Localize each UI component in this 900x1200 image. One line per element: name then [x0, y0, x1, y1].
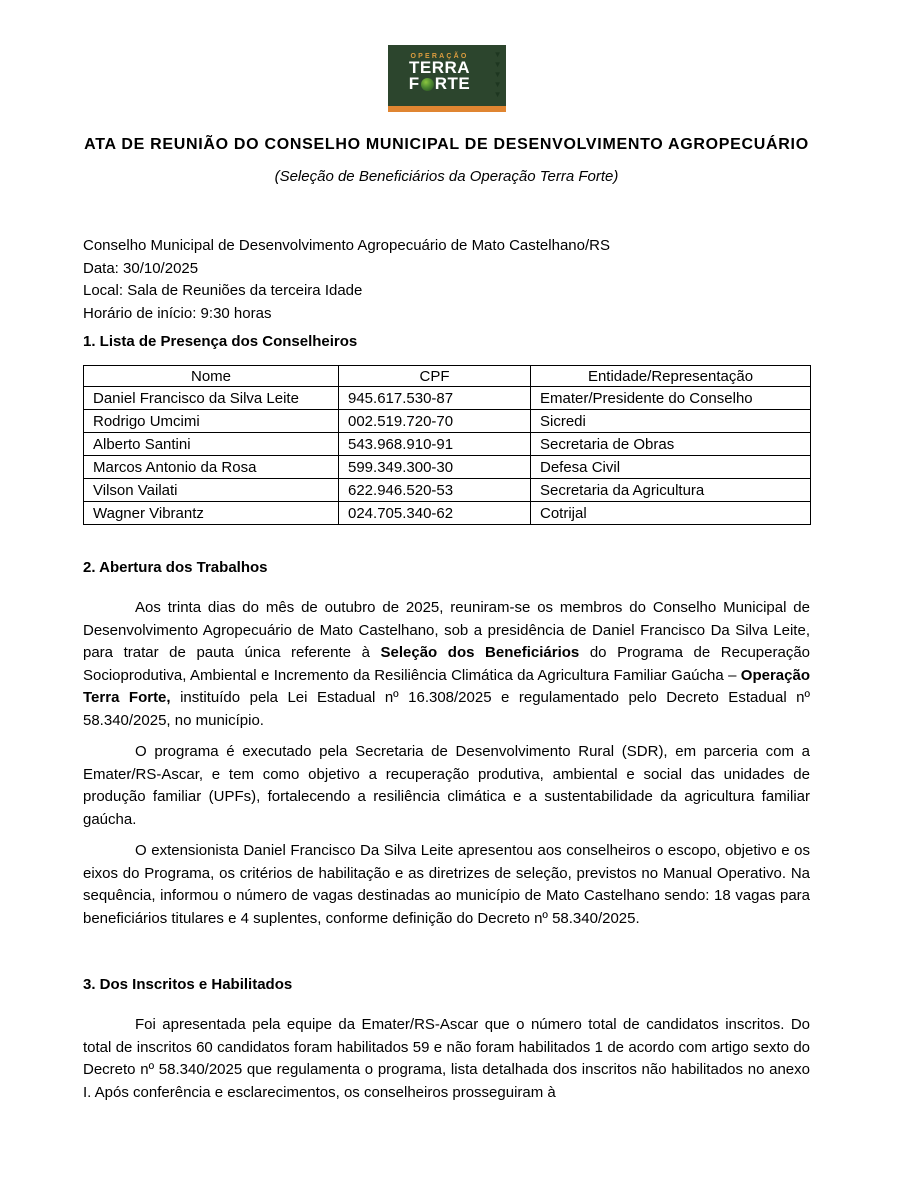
table-row — [84, 479, 811, 502]
table-cell: Daniel Francisco da Silva Leite — [84, 387, 339, 410]
logo-forte-rte: RTE — [434, 74, 471, 93]
paragraph: O extensionista Daniel Francisco Da Silva Leite apresentou aos conselheiros o escopo, objetivo e os eixos do Programa, os critérios de habilitação e as diretrizes de seleção, previstos no Manual Operativo. Na sequência, informou o número de vagas destinadas ao município de Mato Castelhano sendo: 18 vagas para beneficiários titulares e 4 suplentes, conforme definição do Decreto nº 58.340/2025. — [83, 842, 810, 927]
presence-table-body — [84, 387, 811, 525]
globe-icon — [421, 78, 434, 91]
table-cell: 543.968.910-91 — [339, 433, 531, 456]
table-cell: Cotrijal — [531, 502, 811, 525]
document-subtitle: (Seleção de Beneficiários da Operação Terra Forte) — [274, 168, 619, 185]
table-cell: Emater/Presidente do Conselho — [531, 387, 811, 410]
table-cell: 024.705.340-62 — [339, 502, 531, 525]
table-header-cpf: CPF — [339, 366, 531, 387]
table-cell: Vilson Vailati — [84, 479, 339, 502]
paragraph: O programa é executado pela Secretaria de Desenvolvimento Rural (SDR), em parceria com a Emater/RS-Ascar, e tem como objetivo a recuperação produtiva, ambiental e social das unidades de produção familiar (UPFs), fortalecendo a resiliência climática e a sustentabilidade da agricultura familiar gaúcha. — [83, 743, 810, 828]
table-cell: 622.946.520-53 — [339, 479, 531, 502]
presence-table — [83, 365, 811, 525]
table-cell: 945.617.530-87 — [339, 387, 531, 410]
table-cell: Rodrigo Umcimi — [84, 410, 339, 433]
leaf-spike-icon: ▼ ▼ ▼ ▼ ▼ — [493, 50, 502, 99]
meeting-info-date: Data: 30/10/2025 — [83, 259, 199, 277]
table-row — [84, 433, 811, 456]
meeting-info-council: Conselho Municipal de Desenvolvimento Agropecuário de Mato Castelhano/RS — [83, 237, 610, 254]
table-header-entidade: Entidade/Representação — [531, 366, 811, 387]
section-heading-opening: 2. Abertura dos Trabalhos — [83, 559, 268, 576]
table-cell: Alberto Santini — [84, 433, 339, 456]
logo-operacao-text: OPERAÇÃO — [410, 53, 469, 60]
table-cell: Defesa Civil — [531, 456, 811, 479]
table-cell: Wagner Vibrantz — [84, 502, 339, 525]
paragraph: Foi apresentada pela equipe da Emater/RS-Ascar que o número total de candidatos inscritos. Do total de inscritos 60 candidatos foram habilitados 59 e não foram habilitados 1 de acordo com artigo sexto do Decreto nº 58.340/2025 que regulamenta o programa, lista detalhada dos inscritos não habilitados no anexo I. Após conferência e esclarecimentos, os conselheiros prosseguiram à — [83, 1016, 810, 1101]
paragraph: Aos trinta dias do mês de outubro de 2025, reuniram-se os membros do Conselho Municipal de Desenvolvimento Agropecuário de Mato Castelhano, sob a presidência de Daniel Francisco Da Silva Leite, para tratar de pauta única referente à Seleção dos Beneficiários do Programa de Recuperação Socioprodutiva, Ambiental e Incremento da Resiliência Climática da Agricultura Familiar Gaúcha – Operação Terra Forte, instituído pela Lei Estadual nº 16.308/2025 e regulamentado pelo Decreto Estadual nº 58.340/2025, no município. — [83, 599, 810, 729]
table-header-row — [84, 366, 811, 387]
meeting-info — [83, 235, 810, 325]
table-cell: Secretaria de Obras — [531, 433, 811, 456]
logo-background — [388, 45, 506, 106]
section-heading-inscritos: 3. Dos Inscritos e Habilitados — [83, 976, 293, 993]
table-cell: Sicredi — [531, 410, 811, 433]
document-title: ATA DE REUNIÃO DO CONSELHO MUNICIPAL DE DESENVOLVIMENTO AGROPECUÁRIO — [84, 136, 809, 153]
table-header-nome: Nome — [84, 366, 339, 387]
table-cell: 002.519.720-70 — [339, 410, 531, 433]
meeting-info-location: Local: Sala de Reuniões da terceira Idade — [83, 282, 363, 299]
terra-forte-logo — [388, 45, 506, 112]
logo-terra-text: TERRA — [408, 58, 471, 77]
logo-forte-text — [388, 76, 506, 92]
logo-orange-bar — [388, 106, 506, 112]
logo-forte-f: F — [408, 74, 420, 93]
table-row — [84, 410, 811, 433]
section-heading-presence: 1. Lista de Presença dos Conselheiros — [83, 333, 358, 350]
table-row — [84, 456, 811, 479]
table-row — [84, 502, 811, 525]
table-cell: Marcos Antonio da Rosa — [84, 456, 339, 479]
meeting-info-start-time: Horário de início: 9:30 horas — [83, 304, 272, 322]
table-cell: 599.349.300-30 — [339, 456, 531, 479]
table-row — [84, 387, 811, 410]
table-cell: Secretaria da Agricultura — [531, 479, 811, 502]
